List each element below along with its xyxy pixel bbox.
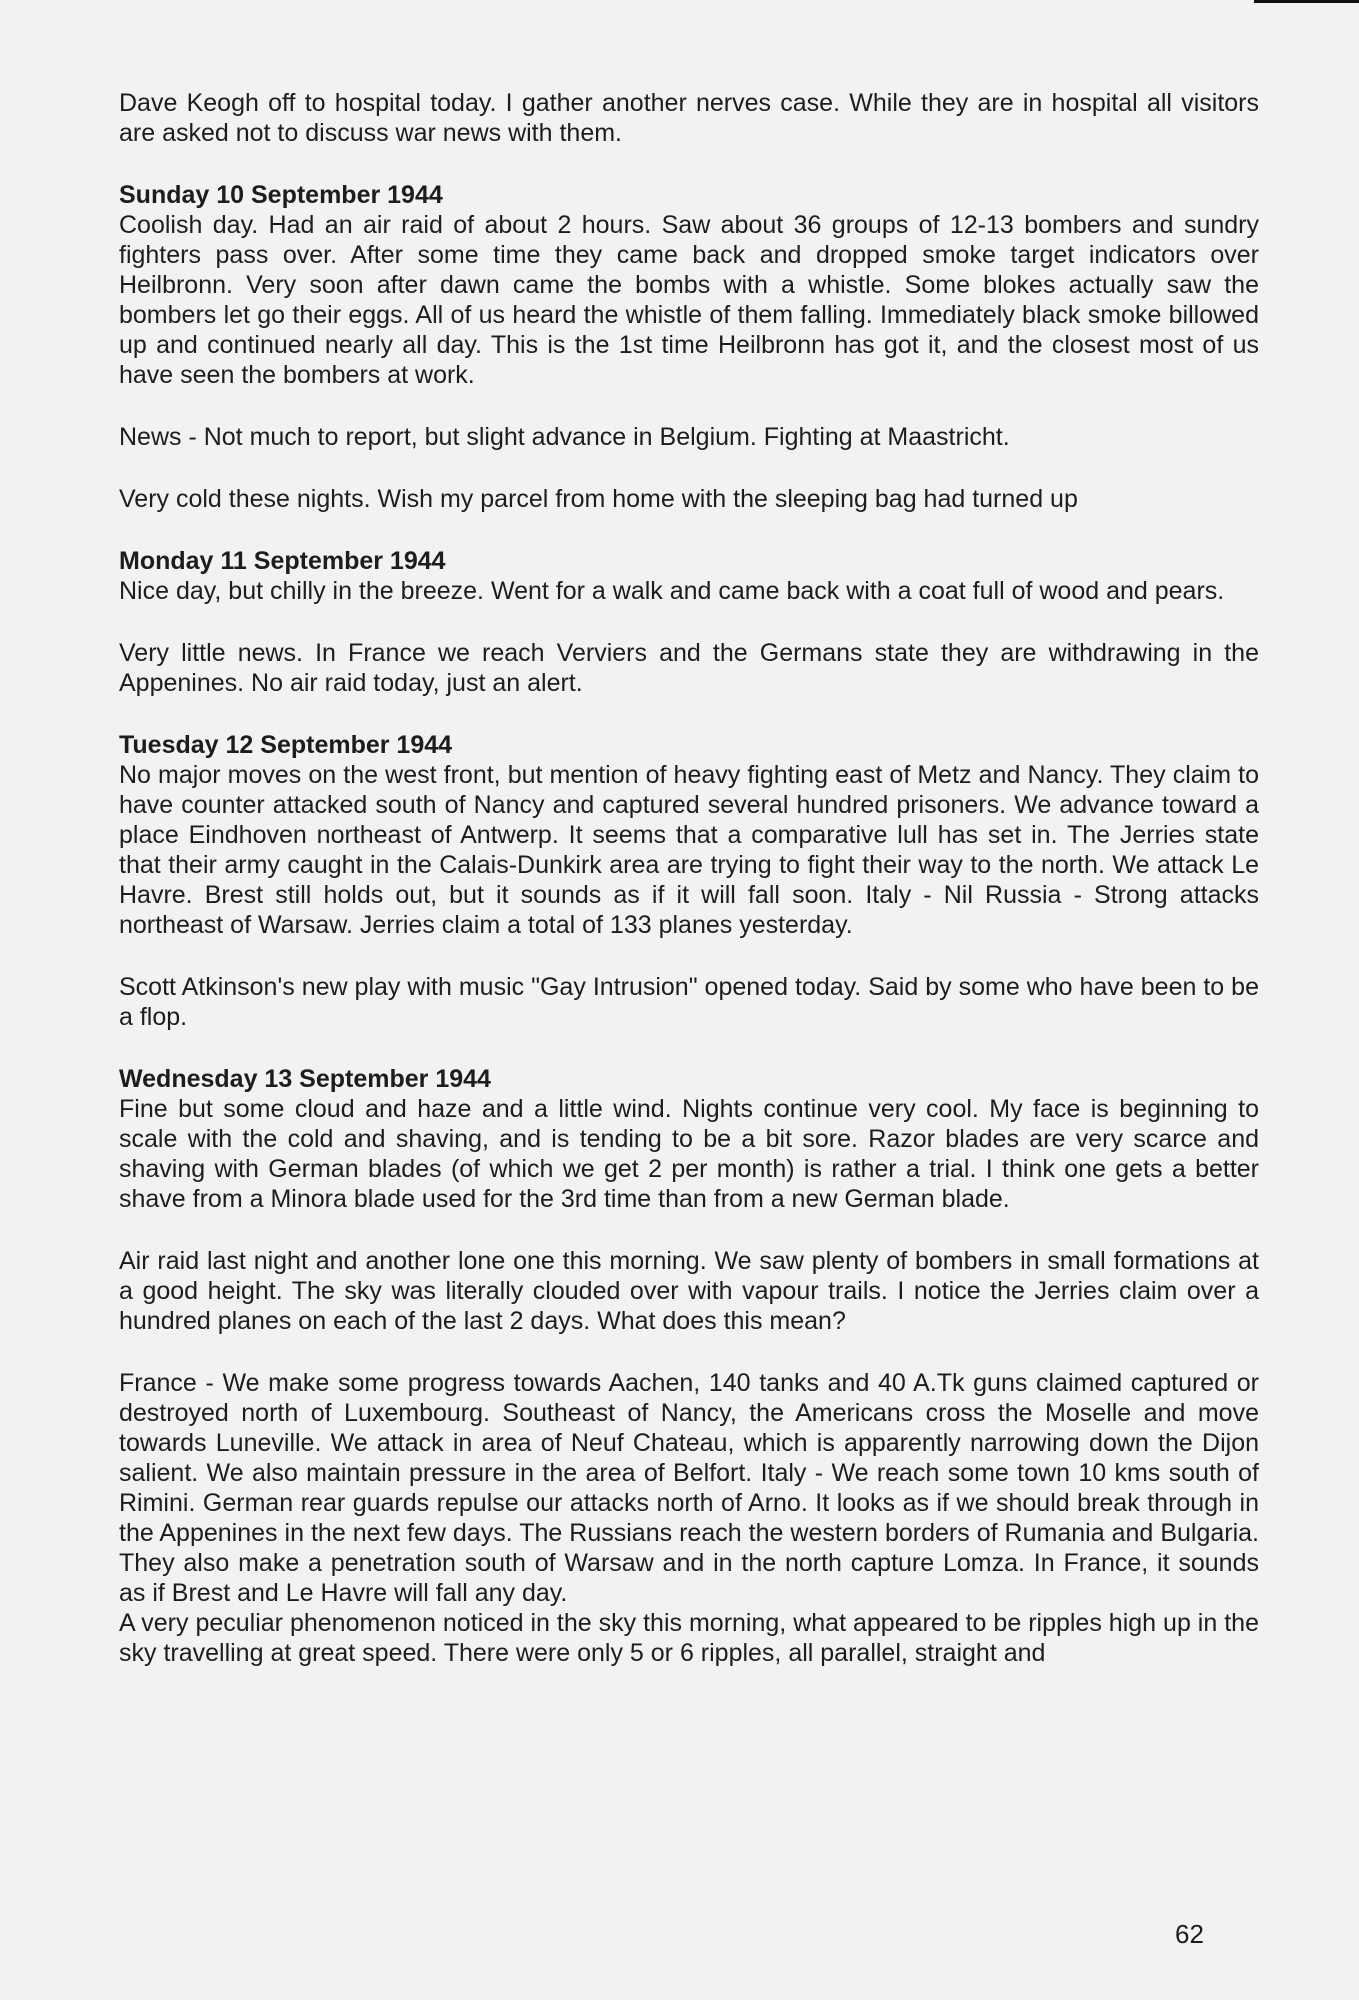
diary-page bbox=[119, 88, 1259, 1668]
page-number: 62 bbox=[1175, 1919, 1204, 1949]
top-edge-rule bbox=[1254, 0, 1359, 3]
paragraph: Very cold these nights. Wish my parcel from home with the sleeping bag had turned up bbox=[119, 485, 1078, 513]
entry-date: Tuesday 12 September 1944 bbox=[119, 731, 453, 759]
paragraph: Scott Atkinson's new play with music "Gay Intrusion" opened today. Said by some who have been to be a flop. bbox=[119, 973, 1259, 1031]
paragraph: Dave Keogh off to hospital today. I gather another nerves case. While they are in hospital all visitors are asked not to discuss war news with them. bbox=[119, 89, 1259, 147]
paragraph: News - Not much to report, but slight advance in Belgium. Fighting at Maastricht. bbox=[119, 423, 1010, 451]
paragraph: No major moves on the west front, but mention of heavy fighting east of Metz and Nancy. They claim to have counter attacked south of Nancy and captured several hundred prisoners. We advance toward a place Eindhoven northeast of Antwerp. It seems that a comparative lull has set in. The Jerries state that their army caught in the Calais-Dunkirk area are trying to fight their way to the north. We attack Le Havre. Brest still holds out, but it sounds as if it will fall soon. Italy - Nil Russia - Strong attacks northeast of Warsaw. Jerries claim a total of 133 planes yesterday. bbox=[119, 761, 1259, 939]
entry-date: Wednesday 13 September 1944 bbox=[119, 1065, 491, 1093]
entry-date: Sunday 10 September 1944 bbox=[119, 181, 443, 209]
paragraph: Coolish day. Had an air raid of about 2 hours. Saw about 36 groups of 12-13 bombers and sundry fighters pass over. After some time they came back and dropped smoke target indicators over Heilbronn. Very soon after dawn came the bombs with a whistle. Some blokes actually saw the bombers let go their eggs. All of us heard the whistle of them falling. Immediately black smoke billowed up and continued nearly all day. This is the 1st time Heilbronn has got it, and the closest most of us have seen the bombers at work. bbox=[119, 211, 1259, 389]
entry-date: Monday 11 September 1944 bbox=[119, 547, 446, 575]
paragraph: Fine but some cloud and haze and a little wind. Nights continue very cool. My face is beginning to scale with the cold and shaving, and is tending to be a bit sore. Razor blades are very scarce and shaving with German blades (of which we get 2 per month) is rather a trial. I think one gets a better shave from a Minora blade used for the 3rd time than from a new German blade. bbox=[119, 1095, 1259, 1213]
paragraph: A very peculiar phenomenon noticed in the sky this morning, what appeared to be ripples high up in the sky travelling at great speed. There were only 5 or 6 ripples, all parallel, straight and bbox=[119, 1609, 1259, 1667]
paragraph: Nice day, but chilly in the breeze. Went for a walk and came back with a coat full of wood and pears. bbox=[119, 577, 1225, 605]
paragraph: Air raid last night and another lone one this morning. We saw plenty of bombers in small formations at a good height. The sky was literally clouded over with vapour trails. I notice the Jerries claim over a hundred planes on each of the last 2 days. What does this mean? bbox=[119, 1247, 1259, 1335]
paragraph: France - We make some progress towards Aachen, 140 tanks and 40 A.Tk guns claimed captured or destroyed north of Luxembourg. Southeast of Nancy, the Americans cross the Moselle and move towards Luneville. We attack in area of Neuf Chateau, which is apparently narrowing down the Dijon salient. We also maintain pressure in the area of Belfort. Italy - We reach some town 10 kms south of Rimini. German rear guards repulse our attacks north of Arno. It looks as if we should break through in the Appenines in the next few days. The Russians reach the western borders of Rumania and Bulgaria. They also make a penetration south of Warsaw and in the north capture Lomza. In France, it sounds as if Brest and Le Havre will fall any day. bbox=[119, 1369, 1259, 1607]
paragraph: Very little news. In France we reach Verviers and the Germans state they are withdrawing in the Appenines. No air raid today, just an alert. bbox=[119, 639, 1259, 697]
